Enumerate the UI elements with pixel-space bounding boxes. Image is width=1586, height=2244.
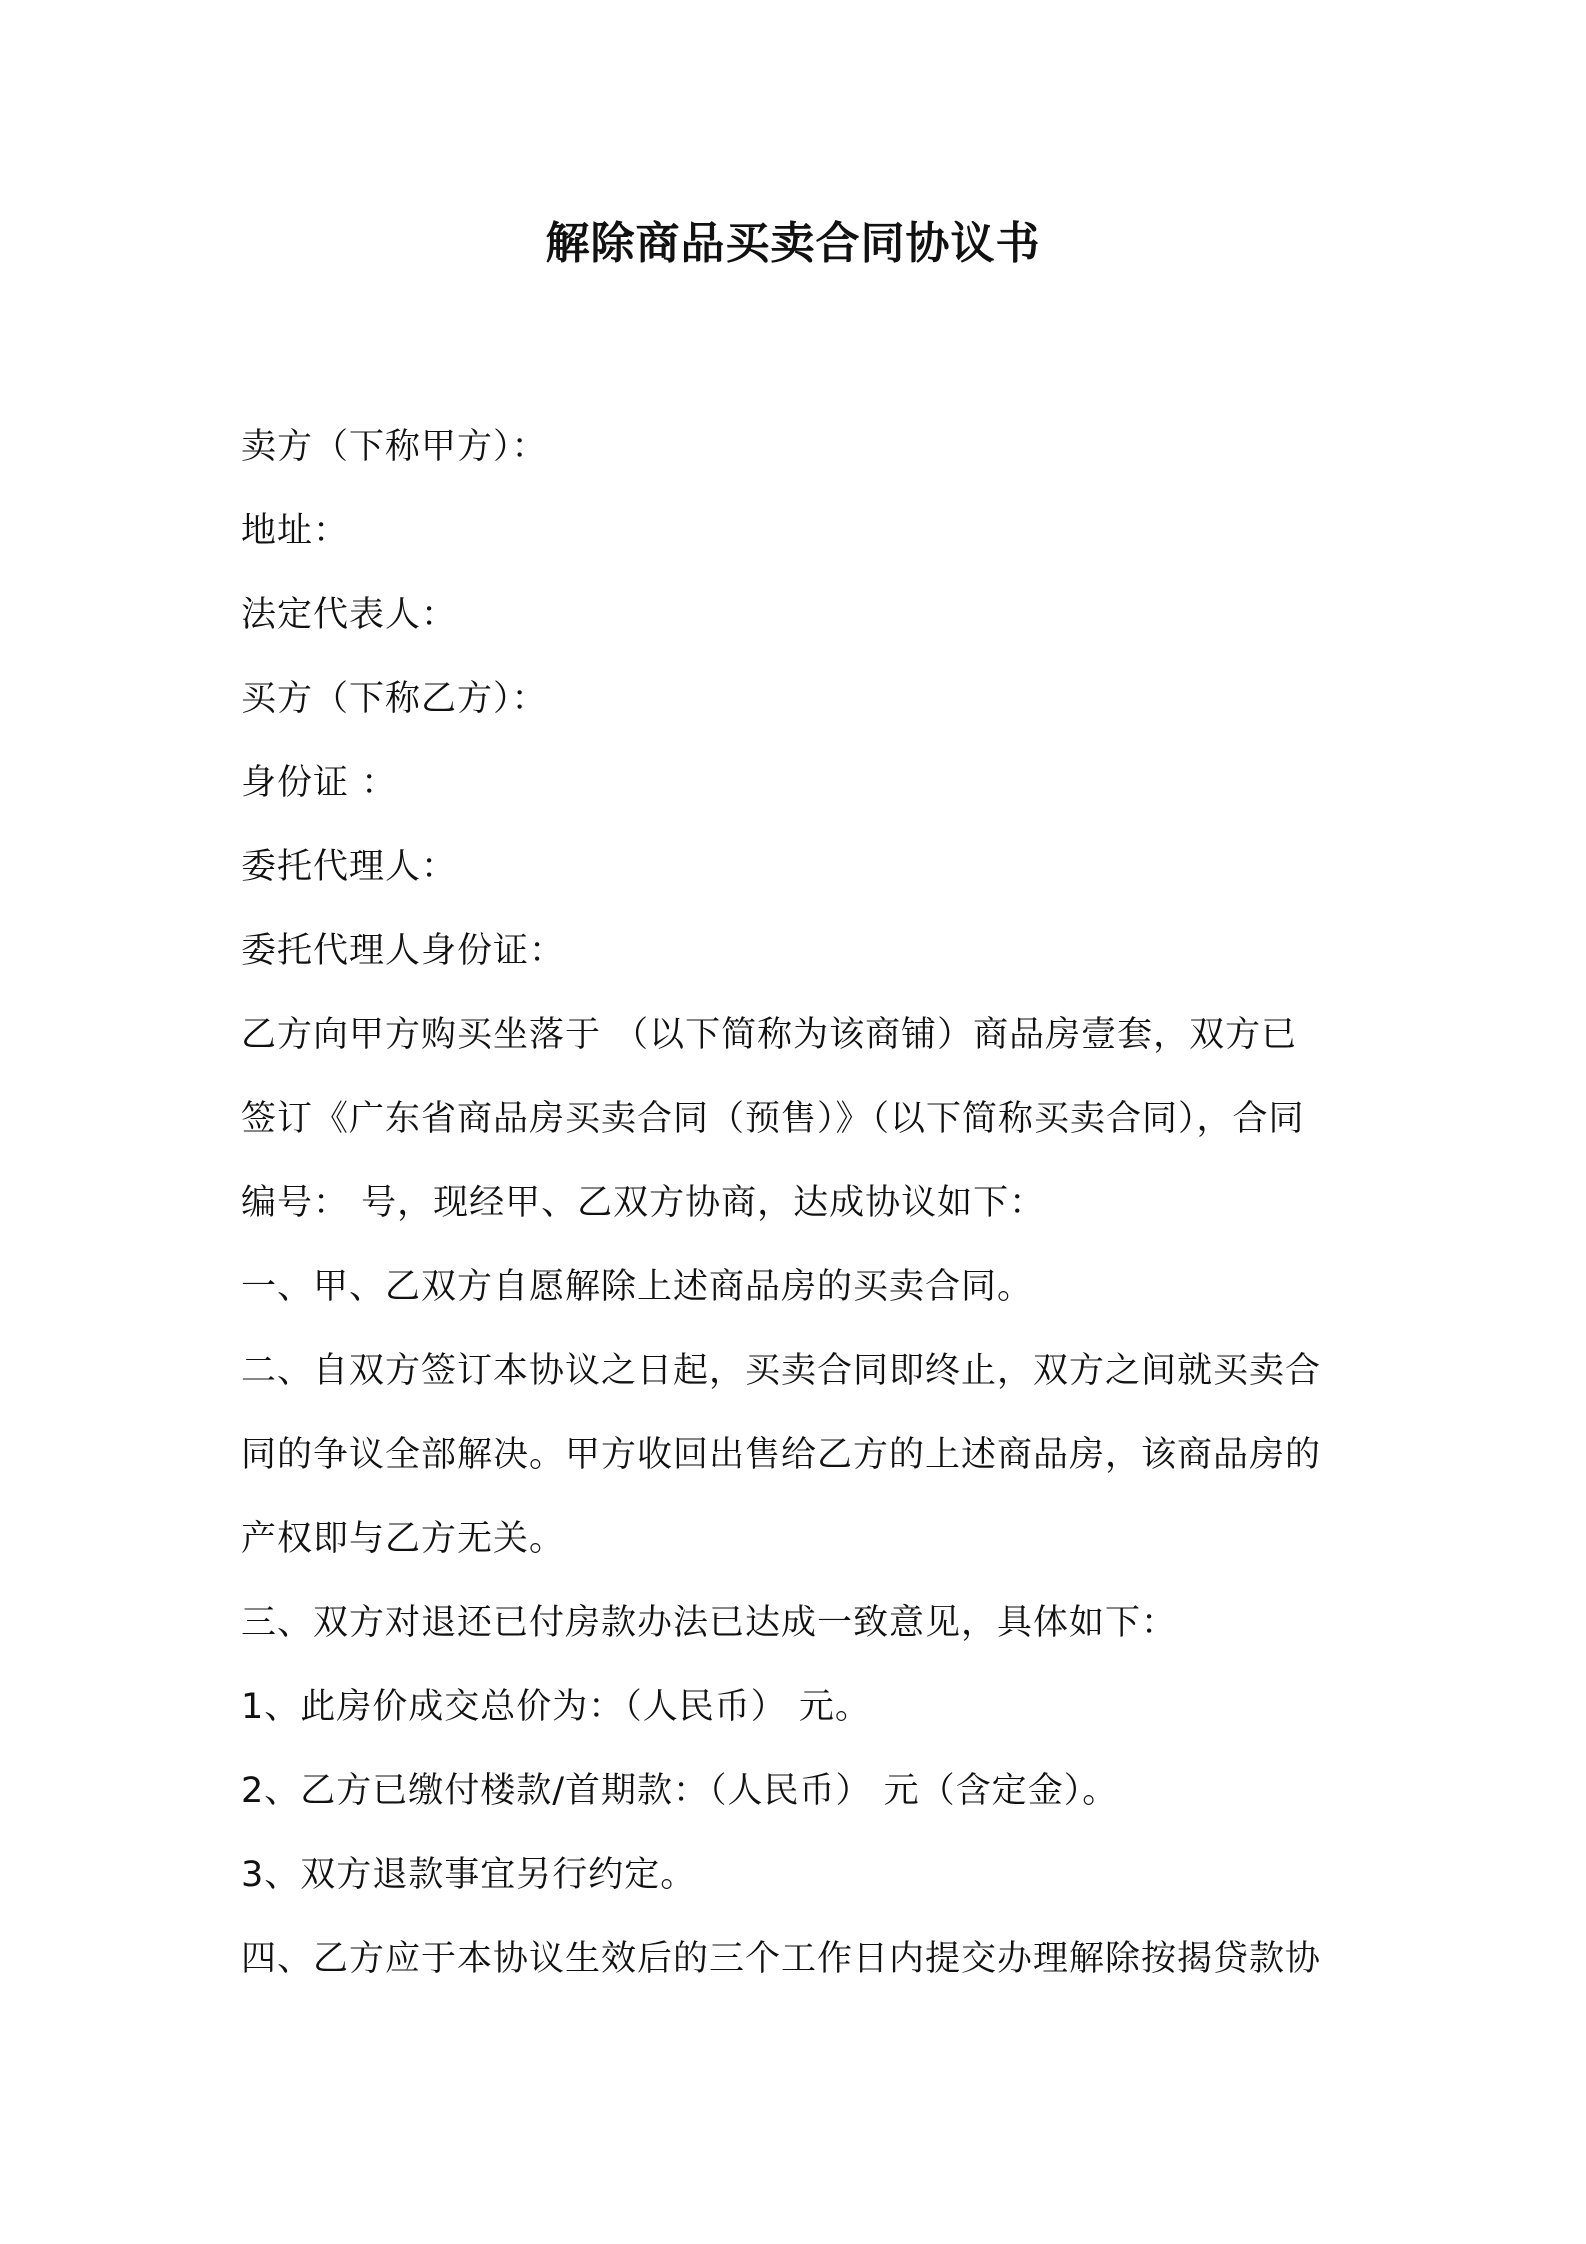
- clause-3-line: 三、双方对退还已付房款办法已达成一致意见，具体如下：: [241, 1603, 1178, 1643]
- document-body: [241, 405, 1361, 2001]
- clause-3-item-2: 2、乙方已缴付楼款/首期款：（人民币） 元（含定金）。: [241, 1771, 1119, 1811]
- preamble-line-1: 乙方向甲方购买坐落于 （以下简称为该商铺）商品房壹套，双方已: [241, 1015, 1298, 1055]
- document-title: 解除商品买卖合同协议书: [545, 218, 1041, 269]
- seller-line: 卖方（下称甲方）：: [241, 427, 548, 467]
- address-line: 地址：: [241, 511, 350, 551]
- agent-id-card-line: 委托代理人身份证：: [241, 931, 566, 971]
- clause-3-item-3: 3、双方退款事宜另行约定。: [241, 1855, 697, 1895]
- agent-line: 委托代理人：: [241, 847, 458, 887]
- clause-2-line-1: 二、自双方签订本协议之日起，买卖合同即终止，双方之间就买卖合: [241, 1351, 1322, 1391]
- clause-4-line-1: 四、乙方应于本协议生效后的三个工作日内提交办理解除按揭贷款协: [241, 1939, 1322, 1979]
- legal-representative-line: 法定代表人：: [241, 595, 458, 635]
- clause-2-line-3: 产权即与乙方无关。: [241, 1519, 566, 1559]
- preamble-line-3: 编号： 号，现经甲、乙双方协商，达成协议如下：: [241, 1183, 1046, 1223]
- clause-2-line-2: 同的争议全部解决。甲方收回出售给乙方的上述商品房，该商品房的: [241, 1435, 1322, 1475]
- clause-3-item-1: 1、此房价成交总价为：（人民币） 元。: [241, 1687, 871, 1727]
- preamble-line-2: 签订《广东省商品房买卖合同（预售）》（以下简称买卖合同），合同: [241, 1099, 1305, 1139]
- id-card-line: 身份证 ：: [241, 763, 398, 803]
- clause-1-line: 一、甲、乙双方自愿解除上述商品房的买卖合同。: [241, 1267, 1034, 1307]
- buyer-line: 买方（下称乙方）：: [241, 679, 548, 719]
